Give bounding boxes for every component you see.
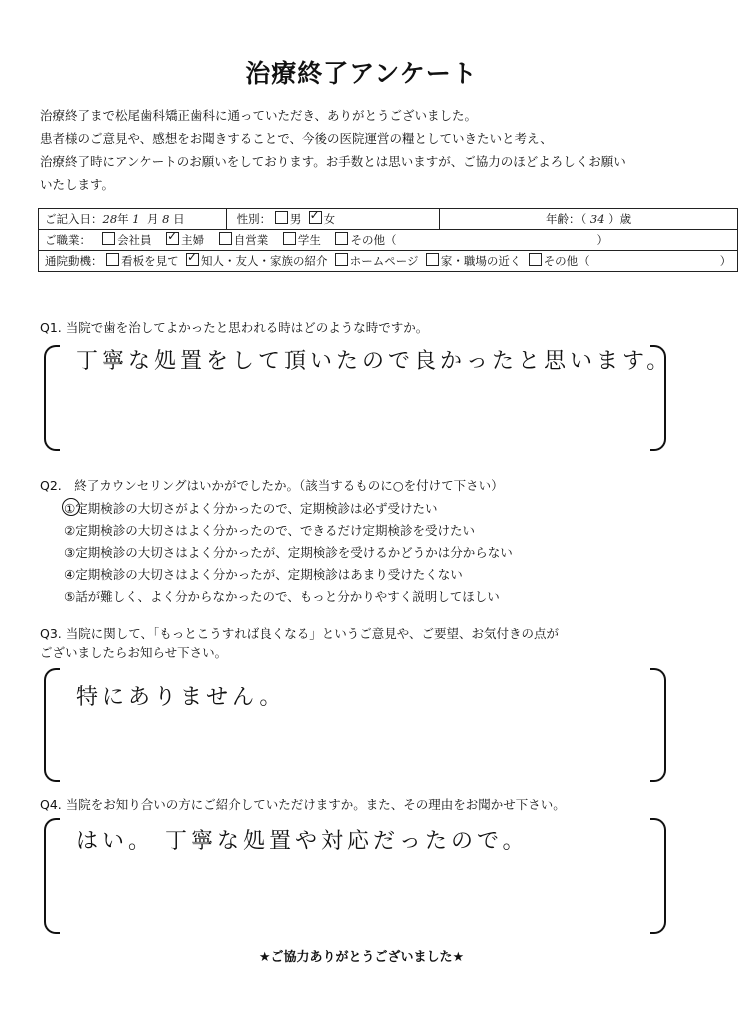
q3-right-bracket xyxy=(650,668,666,782)
age-label: 年齢：（ xyxy=(545,212,587,226)
job-label: ご職業： xyxy=(45,233,91,247)
motive-option-label: 家・職場の近く xyxy=(440,254,522,268)
job-option-label: 自営業 xyxy=(233,233,269,247)
q4-right-bracket xyxy=(650,818,666,934)
job-close-paren: ） xyxy=(596,233,608,247)
date-day-value: 8 xyxy=(162,212,170,226)
job-checkbox-housewife[interactable] xyxy=(166,232,179,245)
job-option-label: その他（ xyxy=(350,233,397,247)
q2-option-3[interactable]: ③定期検診の大切さはよく分かったが、定期検診を受けるかどうかは分からない xyxy=(64,545,513,560)
q2-option-1[interactable]: ①定期検診の大切さがよく分かったので、定期検診は必ず受けたい xyxy=(64,501,438,516)
motive-option-label: その他（ xyxy=(543,254,590,268)
q1-answer[interactable]: 丁寧な処置をして頂いたので良かったと思います。 xyxy=(76,349,673,374)
q3-answer[interactable]: 特にありません。 xyxy=(76,685,286,710)
job-checkbox-other[interactable] xyxy=(335,232,348,245)
intro-line: 治療終了まで松尾歯科矯正歯科に通っていただき、ありがとうございました。 xyxy=(40,108,478,123)
gender-cell xyxy=(227,209,440,230)
day-unit: 日 xyxy=(173,212,185,226)
age-suffix: ）歳 xyxy=(608,212,632,226)
info-row-job xyxy=(39,230,738,251)
age-cell[interactable] xyxy=(440,209,738,230)
q4-question: Q4. 当院をお知り合いの方にご紹介していただけますか。また、その理由をお聞かせ下さい。 xyxy=(40,797,566,812)
gender-female-label: 女 xyxy=(323,212,336,226)
job-option-label: 学生 xyxy=(297,233,321,247)
job-option-label: 会社員 xyxy=(116,233,152,247)
gender-male-checkbox[interactable] xyxy=(275,211,288,224)
q2-option-2[interactable]: ②定期検診の大切さはよく分かったので、できるだけ定期検診を受けたい xyxy=(64,523,475,538)
intro-line: 患者様のご意見や、感想をお聞きすることで、今後の医院運営の糧としていきたいと考え、 xyxy=(40,131,553,146)
q2-option-4[interactable]: ④定期検診の大切さはよく分かったが、定期検診はあまり受けたくない xyxy=(64,567,463,582)
q4-left-bracket xyxy=(44,818,60,934)
job-checkbox-office[interactable] xyxy=(102,232,115,245)
year-unit: 年 xyxy=(117,212,129,226)
q2-question: Q2. 終了カウンセリングはいかがでしたか。（該当するものに○を付けて下さい） xyxy=(40,478,504,493)
patient-info-table xyxy=(38,208,738,272)
date-cell[interactable] xyxy=(39,209,227,230)
motive-close-paren: ） xyxy=(719,254,732,268)
q1-question: Q1. 当院で歯を治してよかったと思われる時はどのような時ですか。 xyxy=(40,320,429,335)
q3-left-bracket xyxy=(44,668,60,782)
page-title: 治療終了アンケート xyxy=(245,59,478,88)
motive-checkbox-signboard[interactable] xyxy=(106,253,119,266)
age-value: 34 xyxy=(589,212,605,226)
date-label: ご記入日： xyxy=(45,212,103,226)
intro-line: いたします。 xyxy=(40,177,115,192)
info-row-motive xyxy=(39,251,738,272)
footer-thanks: ★ご協力ありがとうございました★ xyxy=(258,950,465,965)
gender-male-label: 男 xyxy=(289,212,302,226)
q2-selected-circle-mark xyxy=(62,498,80,516)
gender-label: 性別： xyxy=(236,212,272,226)
date-year-value: 28 xyxy=(102,212,118,226)
q4-answer[interactable]: はい。 丁寧な処置や対応だったので。 xyxy=(76,829,529,854)
motive-label: 通院動機： xyxy=(45,254,103,268)
motive-checkbox-nearby[interactable] xyxy=(426,253,439,266)
motive-option-label: 知人・友人・家族の紹介 xyxy=(200,254,328,268)
intro-line: 治療終了時にアンケートのお願いをしております。お手数とは思いますが、ご協力のほどよろしくお願い xyxy=(40,154,626,169)
info-row-date xyxy=(39,209,738,230)
job-checkbox-student[interactable] xyxy=(283,232,296,245)
month-unit: 月 xyxy=(146,212,159,226)
q3-question-line2: ございましたらお知らせ下さい。 xyxy=(40,645,228,660)
job-checkbox-self-employed[interactable] xyxy=(219,232,232,245)
motive-checkbox-other[interactable] xyxy=(529,253,542,266)
motive-option-label: 看板を見て xyxy=(121,254,179,268)
q2-option-5[interactable]: ⑤話が難しく、よく分からなかったので、もっと分かりやすく説明してほしい xyxy=(64,589,500,604)
intro-text xyxy=(40,104,700,196)
q1-left-bracket xyxy=(44,345,60,451)
motive-option-label: ホームページ xyxy=(349,254,419,268)
q3-question-line1: Q3. 当院に関して、「もっとこうすれば良くなる」というご意見や、ご要望、お気付きの点が xyxy=(40,626,559,641)
date-month-value: 1 xyxy=(132,212,140,226)
job-cell xyxy=(39,230,738,251)
motive-cell xyxy=(39,251,738,272)
motive-checkbox-referral[interactable] xyxy=(186,253,199,266)
job-option-label: 主婦 xyxy=(181,233,205,247)
gender-female-checkbox[interactable] xyxy=(309,211,322,224)
motive-checkbox-homepage[interactable] xyxy=(335,253,348,266)
